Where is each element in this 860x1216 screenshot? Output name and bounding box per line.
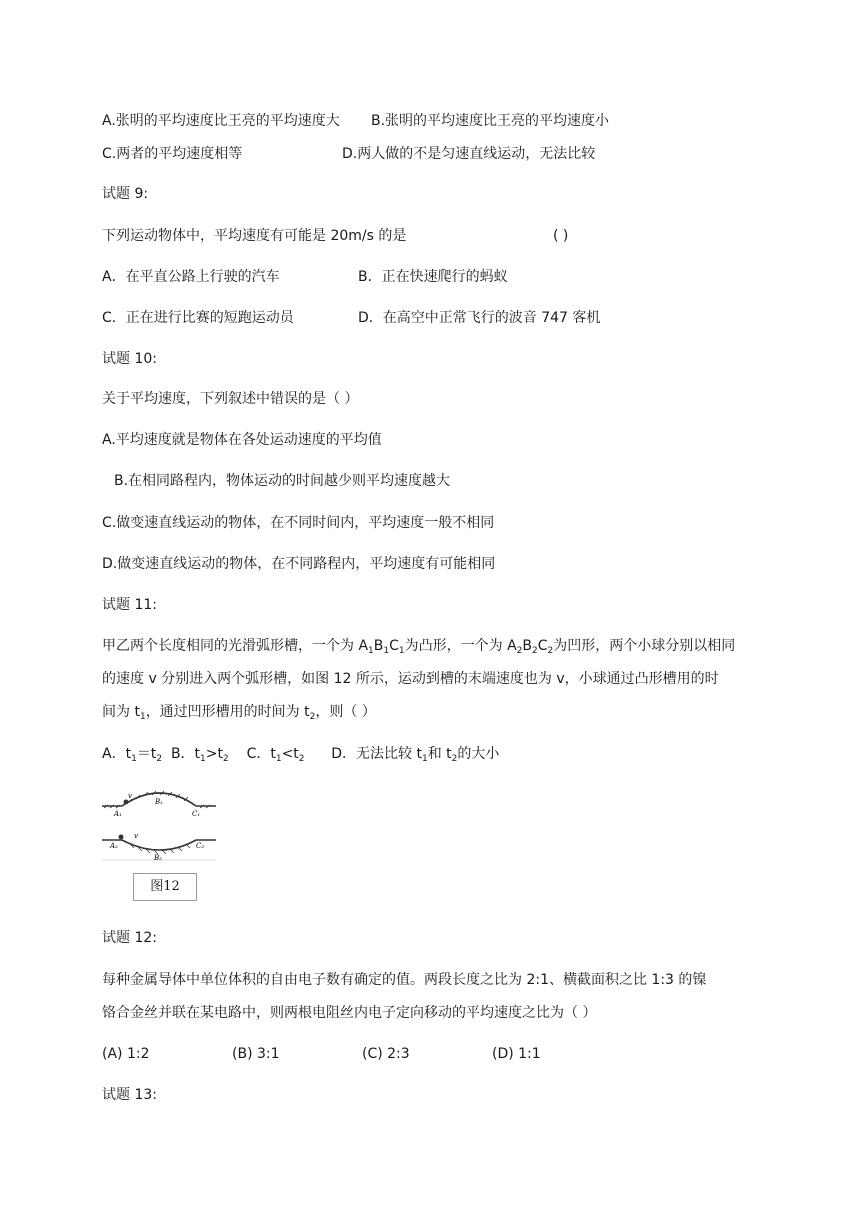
label-b2: B₂ bbox=[154, 854, 162, 862]
q11-options bbox=[102, 745, 499, 765]
q11-option-b: B．$t_1>t_2$ bbox=[170, 746, 229, 764]
q11-option-a: A．$t_1=t_2$ bbox=[102, 746, 163, 764]
q13-heading: 试题 13: bbox=[102, 1087, 157, 1103]
q11-stem-line2: 的速度 v 分别进入两个弧形槽，如图 12 所示，运动到槽的末端速度也为 v，小球通过凸形槽用的时 bbox=[102, 671, 719, 687]
q12-stem-line1: 每种金属导体中单位体积的自由电子数有确定的值。两段长度之比为 2:1、横截面积之比 1:3 的镍 bbox=[102, 972, 707, 988]
q12-option-b: (B) 3:1 bbox=[232, 1046, 280, 1062]
ball-1 bbox=[124, 800, 129, 805]
label-v1: v bbox=[128, 792, 132, 800]
figure-12-caption: 图12 bbox=[133, 873, 197, 901]
label-v2: v bbox=[134, 832, 138, 840]
q8-option-b: B.张明的平均速度比王亮的平均速度小 bbox=[371, 113, 610, 129]
label-a1: A₁ bbox=[114, 810, 122, 818]
q10-option-a: A.平均速度就是物体在各处运动速度的平均值 bbox=[102, 432, 382, 448]
q11-heading: 试题 11: bbox=[102, 597, 157, 613]
q9-option-b: B．正在快速爬行的蚂蚁 bbox=[358, 269, 508, 285]
q9-heading: 试题 9: bbox=[102, 186, 149, 202]
label-c1: C₁ bbox=[192, 810, 201, 818]
label-b1: B₁ bbox=[155, 798, 163, 806]
q9-option-a: A．在平直公路上行驶的汽车 bbox=[102, 269, 280, 285]
q10-option-d: D.做变速直线运动的物体，在不同路程内，平均速度有可能相同 bbox=[102, 556, 496, 572]
q11-stem-line3: 间为 $t_1$，通过凹形槽用的时间为 $t_2$，则（ ） bbox=[102, 704, 376, 722]
q9-option-c: C．正在进行比赛的短跑运动员 bbox=[102, 310, 294, 326]
q11-option-c: C．$t_1<t_2$ bbox=[246, 746, 305, 764]
q8-option-c: C.两者的平均速度相等 bbox=[102, 146, 243, 162]
q10-heading: 试题 10: bbox=[102, 351, 157, 367]
q12-option-a: (A) 1:2 bbox=[102, 1046, 150, 1062]
q11-stem-line1: 甲乙两个长度相同的光滑弧形槽，一个为 $A_1B_1C_1$为凸形，一个为 $A_2B_2C_2$为凹形，两个小球分别以相同 bbox=[102, 638, 736, 656]
q9-answer-bracket: ( ) bbox=[553, 228, 569, 244]
label-a2: A₂ bbox=[110, 842, 118, 850]
q12-heading: 试题 12: bbox=[102, 930, 157, 946]
q10-option-c: C.做变速直线运动的物体，在不同时间内，平均速度一般不相同 bbox=[102, 515, 495, 531]
q10-option-b: B.在相同路程内，物体运动的时间越少则平均速度越大 bbox=[114, 473, 451, 489]
q8-option-d: D.两人做的不是匀速直线运动，无法比较 bbox=[342, 146, 596, 162]
q12-option-c: (C) 2:3 bbox=[362, 1046, 410, 1062]
q12-stem-line2: 铬合金丝并联在某电路中，则两根电阻丝内电子定向移动的平均速度之比为（ ） bbox=[102, 1005, 597, 1021]
q12-option-d: (D) 1:1 bbox=[492, 1046, 541, 1062]
q9-stem: 下列运动物体中，平均速度有可能是 20m/s 的是 bbox=[102, 228, 407, 244]
q8-option-a: A.张明的平均速度比王亮的平均速度大 bbox=[102, 113, 340, 129]
q9-option-d: D．在高空中正常飞行的波音 747 客机 bbox=[358, 310, 601, 326]
ball-2 bbox=[119, 835, 124, 840]
q10-stem: 关于平均速度，下列叙述中错误的是（ ） bbox=[102, 391, 359, 407]
q11-option-d: D．无法比较 $t_1$和 $t_2$的大小 bbox=[331, 746, 500, 764]
label-c2: C₂ bbox=[196, 842, 205, 850]
